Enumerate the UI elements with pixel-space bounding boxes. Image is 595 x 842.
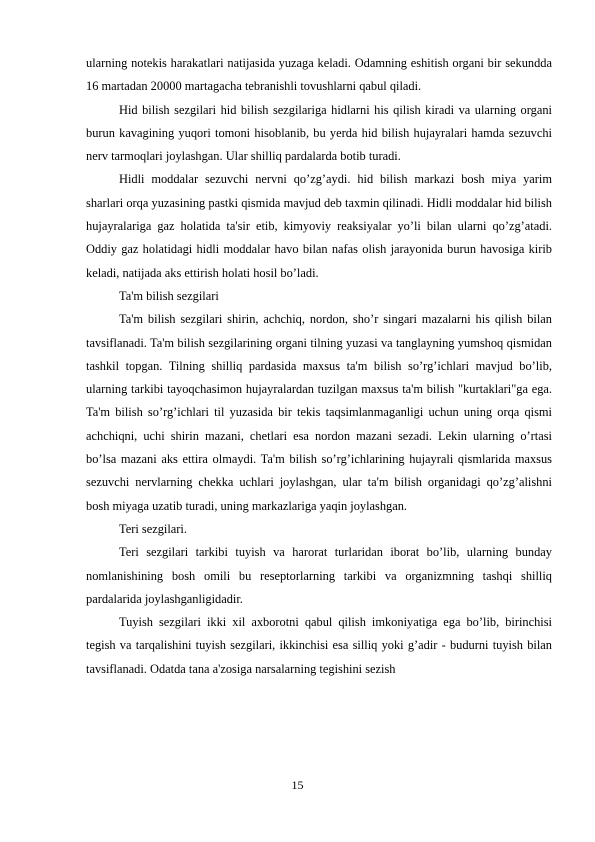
paragraph-odorous-substances: Hidli moddalar sezuvchi nervni qo’zg’aydi. hid bilish markazi bosh miya yarim sharlari orqa yuzasining pastki qismida mavjud deb taxmin qilinadi. Hidli moddalar hid bilish hujayralariga gaz holatida ta'sir etib, kimyoviy reaksiyalar yo’li bilan ularni qo’zg’atadi. Oddiy gaz holatidagi hidli moddalar havo bilan nafas olish jarayonida burun havosiga kirib keladi, natijada aks ettirish holati hosil bo’ladi. [86,172,552,280]
paragraph-smell-senses: Hid bilish sezgilari hid bilish sezgilariga hidlarni his qilish kiradi va ularning organi burun kavagining yuqori tomoni hisoblanib, bu yerda hid bilish hujayralari hamda sezuvchi nerv tarmoqlari joylashgan. Ular shilliq pardalarda botib turadi. [86,102,552,164]
paragraph-touch-senses: Tuyish sezgilari ikki xil axborotni qabul qilish imkoniyatiga ega bo’lib, birinchisi tegish va tarqalishini tuyish sezgilari, ikkinchisi esa silliq yoki g’adir - budurni tuyish bilan tavsiflanadi. Odatda tana a'zosiga narsalarning tegishini sezish [86,615,552,676]
section-heading-skin: Teri sezgilari. [119,521,187,536]
body-text [86,52,552,681]
paragraph-continuation: ularning notekis harakatlari natijasida yuzaga keladi. Odamning eshitish organi bir sekundda 16 martadan 20000 martagacha tebranishli tovushlarni qabul qiladi. [86,56,552,94]
page-number: 15 [291,778,304,792]
paragraph-skin-senses: Teri sezgilari tarkibi tuyish va harorat turlaridan iborat bo’lib, ularning bunday nomlanishining bosh omili bu reseptorlarning tarkibi va organizmning tashqi shilliq pardalarida joylashganligidadir. [86,545,552,606]
section-heading-taste: Ta'm bilish sezgilari [119,288,219,303]
paragraph-taste-senses: Ta'm bilish sezgilari shirin, achchiq, nordon, sho’r singari mazalarni his qilish bilan tavsiflanadi. Ta'm bilish sezgilarining organi tilning yuzasi va tanglayning yumshoq qismidan tashkil topgan. Tilning shilliq pardasida maxsus ta'm bilish so’rg’ichlari mavjud bo’lib, ularning tarkibi tayoqchasimon hujayralardan tuzilgan maxsus ta'm bilish "kurtaklari"ga ega. Ta'm bilish so’rg’ichlari til yuzasida bir tekis taqsimlanmaganligi uchun uning orqa qismi achchiqni, uchi shirin mazani, chetlari esa nordon mazani sezadi. Lekin ularning o’rtasi bo’lsa mazani aks ettira olmaydi. Ta'm bilish so’rg’ichlarining hujayrali qismlarida maxsus sezuvchi nervlarning chekka uchlari joylashgan, ular ta'm bilish organidagi qo’zg’alishni bosh miyaga uzatib turadi, uning markazlariga yaqin joylashgan. [86,312,552,513]
